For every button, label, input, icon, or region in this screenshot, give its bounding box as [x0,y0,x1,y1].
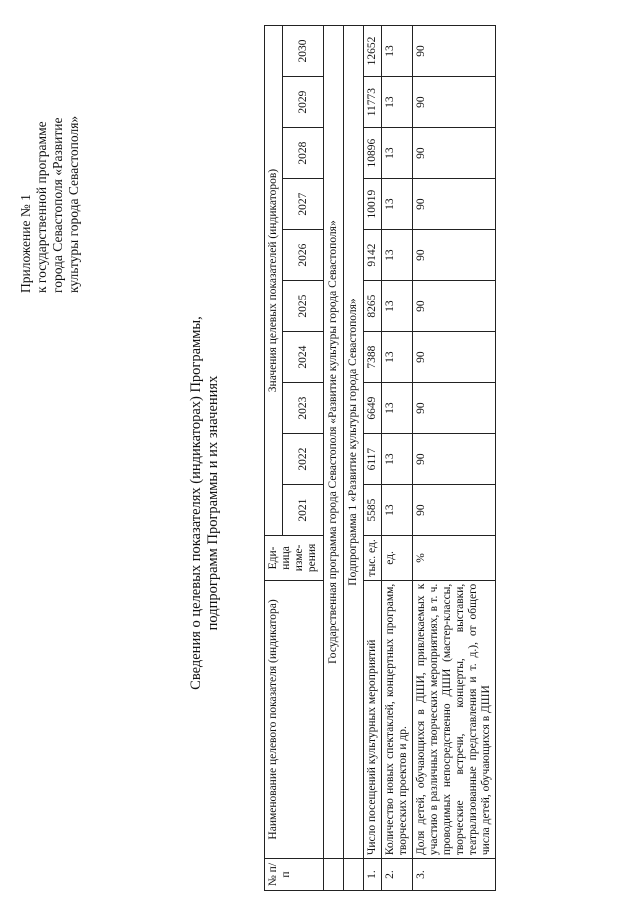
row-value: 10896 [364,128,382,179]
row-value: 90 [413,485,496,536]
header-unit: Еди-ница изме-рения [265,536,324,581]
row-value: 90 [413,77,496,128]
year-header: 2027 [283,179,324,230]
row-value: 13 [382,485,413,536]
row-value: 90 [413,383,496,434]
row-value: 13 [382,281,413,332]
row-value: 6117 [364,434,382,485]
row-value: 90 [413,128,496,179]
appendix-note [18,33,82,293]
row-value: 12652 [364,26,382,77]
row-value: 13 [382,128,413,179]
year-header: 2028 [283,128,324,179]
row-value: 90 [413,281,496,332]
header-name: Наименование целевого показателя (индикатора) [265,580,324,858]
appendix-line-4: культуры города Севастополя» [66,115,81,293]
program-row [324,26,344,891]
row-value: 13 [382,383,413,434]
year-header: 2022 [283,434,324,485]
row-value: 13 [382,230,413,281]
row-value: 90 [413,26,496,77]
title-line-1: Сведения о целевых показателях (индикаторах) Программы, [188,316,204,690]
row-value: 5585 [364,485,382,536]
year-header: 2023 [283,383,324,434]
row-name: Число посещений культурных мероприятий [364,580,382,858]
row-num: 3. [413,859,496,891]
appendix-line-1: Приложение № 1 [18,194,33,293]
program-title: Государственная программа города Севастополя «Развитие культуры города Севастополя» [324,26,344,859]
table-row [382,26,413,891]
row-value: 13 [382,434,413,485]
row-value: 90 [413,434,496,485]
row-value: 13 [382,332,413,383]
year-header: 2024 [283,332,324,383]
year-header: 2030 [283,26,324,77]
row-num: 1. [364,859,382,891]
row-value: 10019 [364,179,382,230]
table-row [413,26,496,891]
table-row [364,26,382,891]
title-line-2: подпрограмм Программы и их значениях [205,375,221,631]
table-header-row [265,26,283,891]
subprogram-row [344,26,364,891]
row-value: 7388 [364,332,382,383]
row-value: 11773 [364,77,382,128]
row-unit: % [413,536,496,581]
appendix-line-3: города Севастополя «Развитие [50,117,65,293]
row-value: 8265 [364,281,382,332]
row-value: 13 [382,179,413,230]
row-name: Доля детей, обучающихся в ДШИ, привлекаемых к участию в различных творческих мероприятиях, в т. ч. проводимых непосредственно ДШИ (мастер-классы, творческие встречи, концерты, выставки, театрализованные представления и т. д.), от общего числа детей, обучающихся в ДШИ [413,580,496,858]
row-unit: ед. [382,536,413,581]
year-header: 2029 [283,77,324,128]
row-value: 13 [382,26,413,77]
row-num: 2. [382,859,413,891]
document-title [188,243,222,763]
row-value: 90 [413,230,496,281]
year-header: 2021 [283,485,324,536]
row-unit: тыс. ед. [364,536,382,581]
indicators-table [264,25,496,891]
row-value: 9142 [364,230,382,281]
row-value: 90 [413,179,496,230]
row-value: 6649 [364,383,382,434]
row-name: Количество новых спектаклей, концертных программ, творческих проектов и др. [382,580,413,858]
year-header: 2025 [283,281,324,332]
row-value: 90 [413,332,496,383]
header-num: № п/п [265,859,324,891]
appendix-line-2: к государственной программе [34,121,49,293]
year-header: 2026 [283,230,324,281]
row-value: 13 [382,77,413,128]
subprogram-title: Подпрограмма 1 «Развитие культуры города Севастополя» [344,26,364,859]
header-values: Значения целевых показателей (индикаторов) [265,26,283,536]
